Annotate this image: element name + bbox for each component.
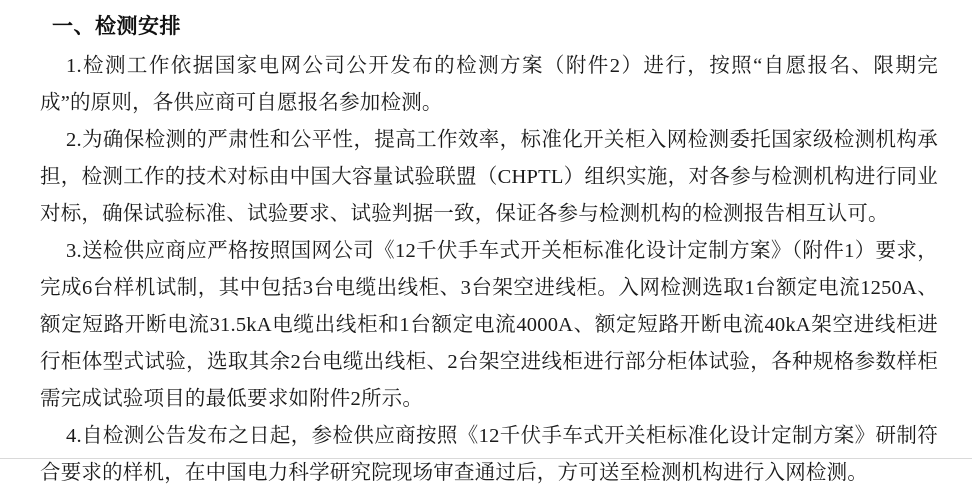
paragraph-2 (40, 122, 960, 233)
page-left-margin-rule (0, 0, 1, 459)
paragraph-4 (40, 418, 960, 492)
paragraph-3-text: 3.送检供应商应严格按照国网公司《12千伏手车式开关柜标准化设计定制方案》（附件1）要求，完成6台样机试制，其中包括3台电缆出线柜、3台架空进线柜。入网检测选取1台额定电流1250A、额定短路开断电流31.5kA电缆出线柜和1台额定电流4000A、额定短路开断电流40kA架空进线柜进行柜体型式试验，选取其余2台电缆出线柜、2台架空进线柜进行部分柜体试验，各种规格参数样柜需完成试验项目的最低要求如附件2所示。 (40, 240, 938, 410)
paragraph-1 (40, 48, 960, 122)
paragraph-3 (40, 233, 960, 418)
paragraph-4-text: 4.自检测公告发布之日起，参检供应商按照《12千伏手车式开关柜标准化设计定制方案》研制符合要求的样机，在中国电力科学研究院现场审查通过后，方可送至检测机构进行入网检测。 (40, 425, 938, 484)
page-title: 一、检测安排 (52, 15, 181, 38)
paragraph-2-text: 2.为确保检测的严肃性和公平性，提高工作效率，标准化开关柜入网检测委托国家级检测机构承担，检测工作的技术对标由中国大容量试验联盟（CHPTL）组织实施，对各参与检测机构进行同业对标，确保试验标准、试验要求、试验判据一致，保证各参与检测机构的检测报告相互认可。 (40, 129, 938, 225)
paragraph-1-text: 1.检测工作依据国家电网公司公开发布的检测方案（附件2）进行，按照“自愿报名、限期完成”的原则，各供应商可自愿报名参加检测。 (40, 55, 938, 114)
